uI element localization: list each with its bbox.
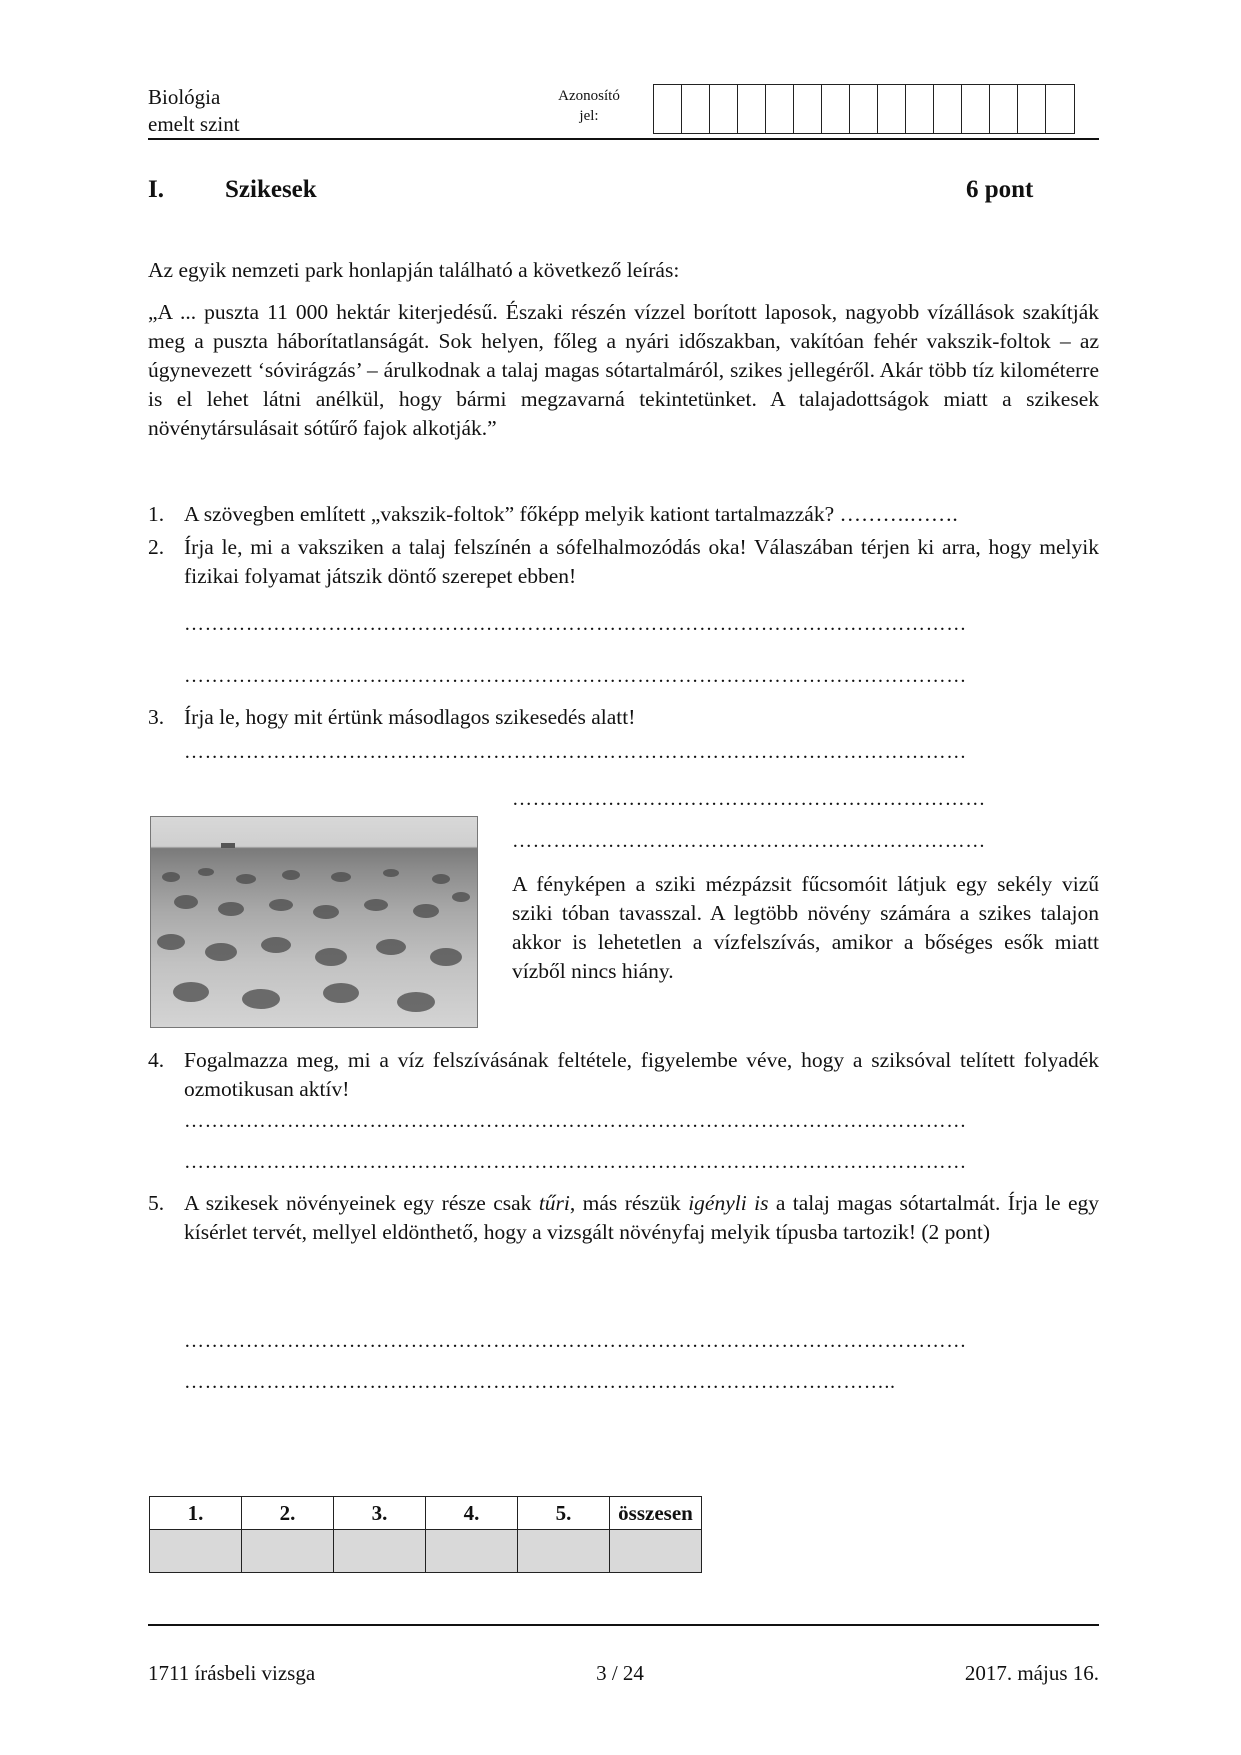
score-cell-5[interactable] <box>518 1530 610 1573</box>
question-4-text: Fogalmazza meg, mi a víz felszívásának feltétele, figyelembe véve, hogy a sziksóval telített folyadék ozmotikusan aktív! <box>184 1048 1099 1101</box>
id-boxes[interactable] <box>653 84 1075 134</box>
score-table-value-row <box>150 1530 702 1573</box>
question-3-text: Írja le, hogy mit értünk másodlagos szikesedés alatt! <box>184 705 636 729</box>
question-5-text-part3: a talaj magas sótartalmát. Írja le egy kísérlet tervét, mellyel eldönthető, hogy a vizsgált növényfaj melyik típusba tartozik! (2 pont) <box>184 1191 1099 1244</box>
id-box[interactable] <box>934 85 962 133</box>
grass-tufts-image <box>151 817 477 1027</box>
id-box[interactable] <box>710 85 738 133</box>
question-5 <box>148 1189 1099 1281</box>
question-4-number: 4. <box>148 1048 165 1072</box>
section-points: 6 pont <box>966 176 1034 203</box>
question-5-number: 5. <box>148 1191 165 1215</box>
score-header-total: összesen <box>610 1497 702 1530</box>
subject-name: Biológia <box>148 85 221 109</box>
answer-line-2a[interactable]: …………………………………………………………………………………………………… <box>184 613 967 635</box>
answer-line-4b[interactable]: …………………………………………………………………………………………………… <box>184 1151 967 1173</box>
id-box[interactable] <box>654 85 682 133</box>
question-5-emph-turi: tűri <box>538 1191 570 1215</box>
answer-line-3c[interactable]: …………………………………………………………… <box>512 830 986 852</box>
answer-line-2b[interactable]: …………………………………………………………………………………………………… <box>184 665 967 687</box>
question-2 <box>148 533 1099 593</box>
id-box[interactable] <box>990 85 1018 133</box>
question-1-number: 1. <box>148 502 165 526</box>
question-3 <box>148 703 1099 732</box>
id-box[interactable] <box>766 85 794 133</box>
quote-text: „A ... puszta 11 000 hektár kiterjedésű. Északi részén vízzel borított laposok, nagyobb vízállások szakítják meg a puszta háborítatlanságát. Sok helyen, főleg a nyári időszakban, vakítóan fehér vakszik-foltok – az úgynevezett ‘sóvirágzás’ – árulkodnak a talaj magas sótartalmáról, szikes jellegéről. Akár több tíz kilométerre is el lehet látni anélkül, hogy bármi megzavarná tekintetünket. A talajadottságok miatt a szikesek növénytársulásait sótűrő fajok alkotják.” <box>148 300 1099 440</box>
salt-marsh-photo <box>150 816 478 1028</box>
id-box[interactable] <box>794 85 822 133</box>
answer-line-3b[interactable]: …………………………………………………………… <box>512 788 986 810</box>
score-cell-1[interactable] <box>150 1530 242 1573</box>
score-cell-total[interactable] <box>610 1530 702 1573</box>
question-3-number: 3. <box>148 705 165 729</box>
id-box[interactable] <box>850 85 878 133</box>
answer-line-4a[interactable]: …………………………………………………………………………………………………… <box>184 1110 967 1132</box>
footer-exam-code: 1711 írásbeli vizsga <box>148 1661 316 1685</box>
subject-header <box>148 84 240 138</box>
id-box[interactable] <box>1018 85 1046 133</box>
score-header-3: 3. <box>334 1497 426 1530</box>
question-2-text: Írja le, mi a vaksziken a talaj felszínén a sófelhalmozódás oka! Válaszában térjen ki arra, hogy melyik fizikai folyamat játszik döntő szerepet ebben! <box>184 535 1099 588</box>
score-header-1: 1. <box>150 1497 242 1530</box>
score-header-2: 2. <box>242 1497 334 1530</box>
id-label-line1: Azonosító <box>558 88 620 104</box>
id-box[interactable] <box>682 85 710 133</box>
id-box[interactable] <box>906 85 934 133</box>
question-5-text <box>184 1189 1099 1247</box>
header-rule <box>148 138 1099 140</box>
answer-line-5b[interactable]: ………………………………………………………………………………………….. <box>184 1371 896 1393</box>
id-label <box>548 86 630 126</box>
page-number: 3 / 24 <box>596 1661 644 1685</box>
subject-level: emelt szint <box>148 112 240 136</box>
answer-line-3a[interactable]: …………………………………………………………………………………………………… <box>184 741 967 763</box>
id-box[interactable] <box>878 85 906 133</box>
question-2-number: 2. <box>148 535 165 559</box>
question-1-text: A szövegben említett „vakszik-foltok” főképp melyik kationt tartalmazzák? ……….……. <box>184 502 958 526</box>
footer-date: 2017. május 16. <box>964 1661 1099 1685</box>
score-cell-2[interactable] <box>242 1530 334 1573</box>
score-table <box>149 1496 702 1573</box>
section-number: I. <box>148 176 164 203</box>
question-1 <box>148 500 1099 529</box>
score-cell-3[interactable] <box>334 1530 426 1573</box>
intro-text: Az egyik nemzeti park honlapján található a következő leírás: <box>148 258 680 282</box>
photo-caption: A fényképen a sziki mézpázsit fűcsomóit látjuk egy sekély vizű sziki tóban tavasszal. A legtöbb növény számára a szikes talajon akkor is lehetetlen a vízfelszívás, amikor a bőséges esők miatt vízből nincs hiány. <box>512 872 1099 983</box>
score-header-5: 5. <box>518 1497 610 1530</box>
id-label-line2: jel: <box>579 108 599 124</box>
id-box[interactable] <box>962 85 990 133</box>
answer-line-5a[interactable]: …………………………………………………………………………………………………… <box>184 1330 967 1352</box>
question-5-text-part2: , más részük <box>569 1191 689 1215</box>
id-box[interactable] <box>1046 85 1074 133</box>
id-box[interactable] <box>738 85 766 133</box>
question-5-text-part1: A szikesek növényeinek egy része csak <box>184 1191 539 1215</box>
footer-rule <box>148 1624 1099 1626</box>
id-box[interactable] <box>822 85 850 133</box>
section-title: Szikesek <box>225 176 317 203</box>
score-table-header-row <box>150 1497 702 1530</box>
question-5-emph-igenyli: igényli is <box>688 1191 769 1215</box>
score-header-4: 4. <box>426 1497 518 1530</box>
question-4 <box>148 1046 1099 1106</box>
score-cell-4[interactable] <box>426 1530 518 1573</box>
